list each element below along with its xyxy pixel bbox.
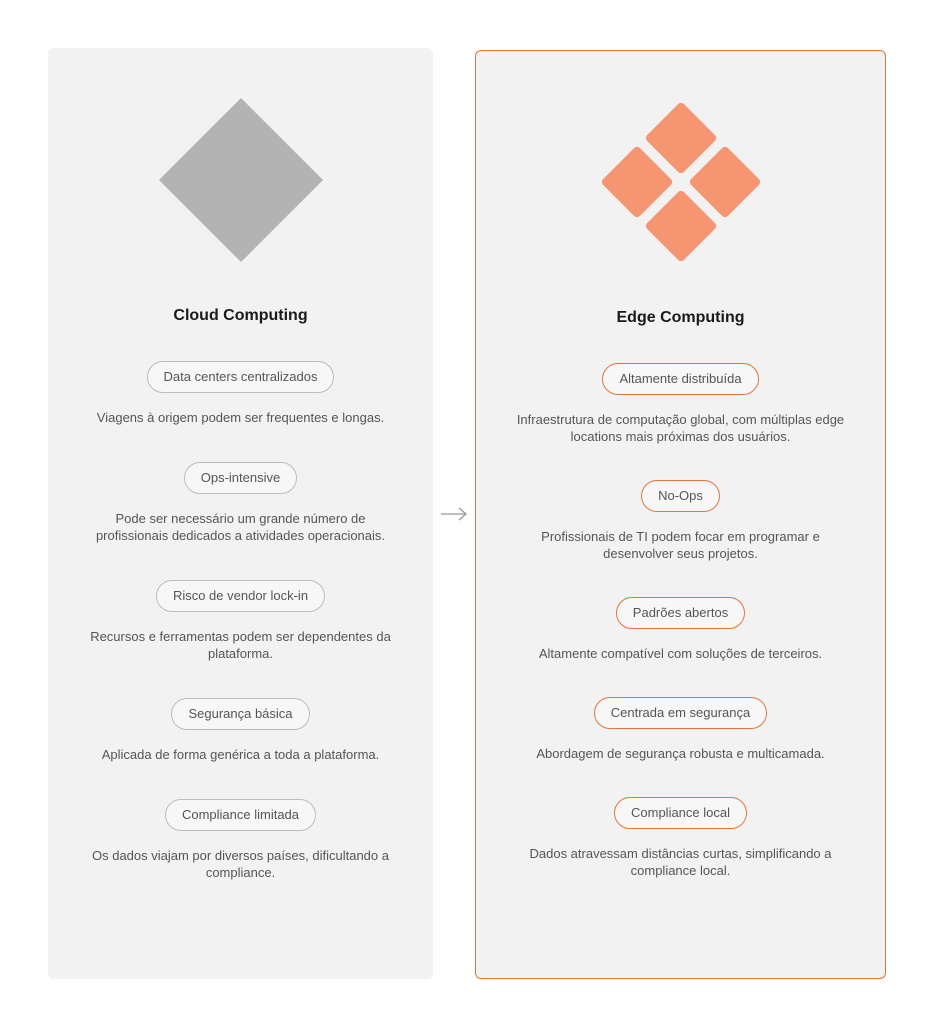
cloud-item bbox=[81, 361, 401, 426]
cloud-desc: Viagens à origem podem ser frequentes e longas. bbox=[96, 410, 385, 425]
cloud-pill: Data centers centralizados bbox=[147, 361, 335, 393]
edge-pill: Centrada em segurança bbox=[594, 697, 767, 729]
edge-item bbox=[506, 480, 856, 562]
edge-pill: No-Ops bbox=[641, 480, 720, 512]
edge-computing-panel bbox=[475, 50, 886, 979]
cloud-pill: Risco de vendor lock-in bbox=[156, 580, 325, 612]
cloud-computing-panel bbox=[48, 48, 433, 979]
cloud-item bbox=[81, 462, 401, 544]
edge-pill: Altamente distribuída bbox=[602, 363, 758, 395]
edge-desc: Infraestrutura de computação global, com múltiplas edge locations mais próximas dos usuários. bbox=[516, 412, 845, 444]
cloud-pill: Segurança básica bbox=[171, 698, 309, 730]
cloud-item bbox=[81, 580, 401, 662]
edge-desc: Dados atravessam distâncias curtas, simplificando a compliance local. bbox=[529, 846, 832, 878]
right-arrow-icon bbox=[440, 505, 468, 523]
cloud-item bbox=[81, 698, 401, 763]
edge-item bbox=[506, 597, 856, 662]
edge-desc: Profissionais de TI podem focar em programar e desenvolver seus projetos. bbox=[541, 529, 820, 561]
edge-pill: Padrões abertos bbox=[616, 597, 745, 629]
edge-pill: Compliance local bbox=[614, 797, 747, 829]
edge-item bbox=[506, 797, 856, 879]
edge-item bbox=[506, 697, 856, 762]
edge-desc: Altamente compatível com soluções de terceiros. bbox=[538, 646, 823, 661]
cloud-desc: Pode ser necessário um grande número de profissionais dedicados a atividades operacionais. bbox=[95, 511, 386, 543]
edge-item bbox=[506, 363, 856, 445]
cloud-panel-title: Cloud Computing bbox=[173, 307, 308, 324]
edge-desc: Abordagem de segurança robusta e multicamada. bbox=[536, 746, 825, 761]
cloud-item bbox=[81, 799, 401, 881]
cloud-pill: Ops-intensive bbox=[184, 462, 297, 494]
cloud-desc: Aplicada de forma genérica a toda a plataforma. bbox=[101, 747, 380, 762]
cloud-desc: Recursos e ferramentas podem ser dependentes da plataforma. bbox=[90, 629, 391, 661]
edge-four-diamond-icon bbox=[596, 97, 766, 267]
edge-panel-title: Edge Computing bbox=[616, 309, 745, 326]
cloud-pill: Compliance limitada bbox=[165, 799, 316, 831]
cloud-diamond-icon bbox=[156, 95, 326, 265]
cloud-desc: Os dados viajam por diversos países, dificultando a compliance. bbox=[92, 848, 389, 880]
